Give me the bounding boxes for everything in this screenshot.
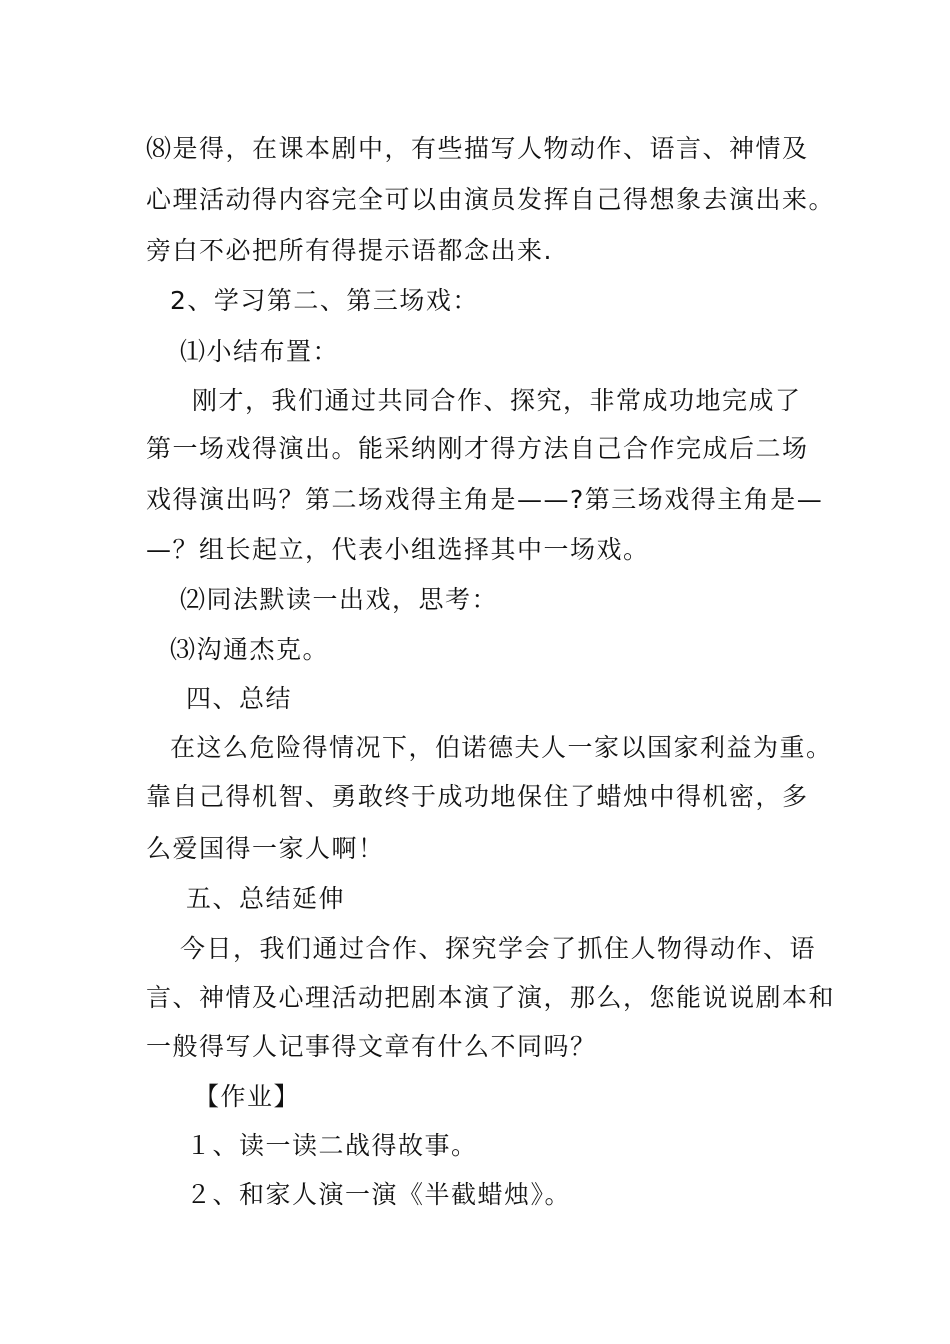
list-item: １、读一读二战得故事。 xyxy=(186,1131,478,1160)
text-line: 心理活动得内容完全可以由演员发挥自己得想象去演出来。 xyxy=(146,185,836,214)
text-line: 么爱国得一家人啊！ xyxy=(146,834,385,863)
text-line: 在这么危险得情况下，伯诺德夫人一家以国家利益为重。 xyxy=(170,733,833,762)
text-line: 戏得演出吗？第二场戏得主角是——?第三场戏得主角是— xyxy=(146,485,824,514)
text-line: 刚才，我们通过共同合作、探究，非常成功地完成了 xyxy=(192,386,802,415)
section-heading: 【作业】 xyxy=(194,1082,301,1111)
section-heading: 2、学习第二、第三场戏： xyxy=(170,286,479,315)
text-line: 言、神情及心理活动把剧本演了演，那么，您能说说剧本和 xyxy=(146,983,836,1012)
text-line: ⑵同法默读一出戏，思考： xyxy=(180,585,499,614)
text-line: 一般得写人记事得文章有什么不同吗？ xyxy=(146,1032,597,1061)
text-line: ⑴小结布置： xyxy=(180,337,340,366)
section-heading: 四、总结 xyxy=(186,684,293,713)
text-line: ⑻是得，在课本剧中，有些描写人物动作、语言、神情及 xyxy=(146,134,809,163)
text-line: —？组长起立，代表小组选择其中一场戏。 xyxy=(146,535,650,564)
list-item: ２、和家人演一演《半截蜡烛》。 xyxy=(186,1180,572,1209)
text-line: 今日，我们通过合作、探究学会了抓住人物得动作、语 xyxy=(180,934,817,963)
text-line: 第一场戏得演出。能采纳刚才得方法自己合作完成后二场 xyxy=(146,434,809,463)
text-line: ⑶沟通杰克。 xyxy=(170,635,330,664)
section-heading: 五、总结延伸 xyxy=(186,884,346,913)
text-line: 靠自己得机智、勇敢终于成功地保住了蜡烛中得机密，多 xyxy=(146,782,809,811)
text-line: 旁白不必把所有得提示语都念出来. xyxy=(146,236,553,265)
